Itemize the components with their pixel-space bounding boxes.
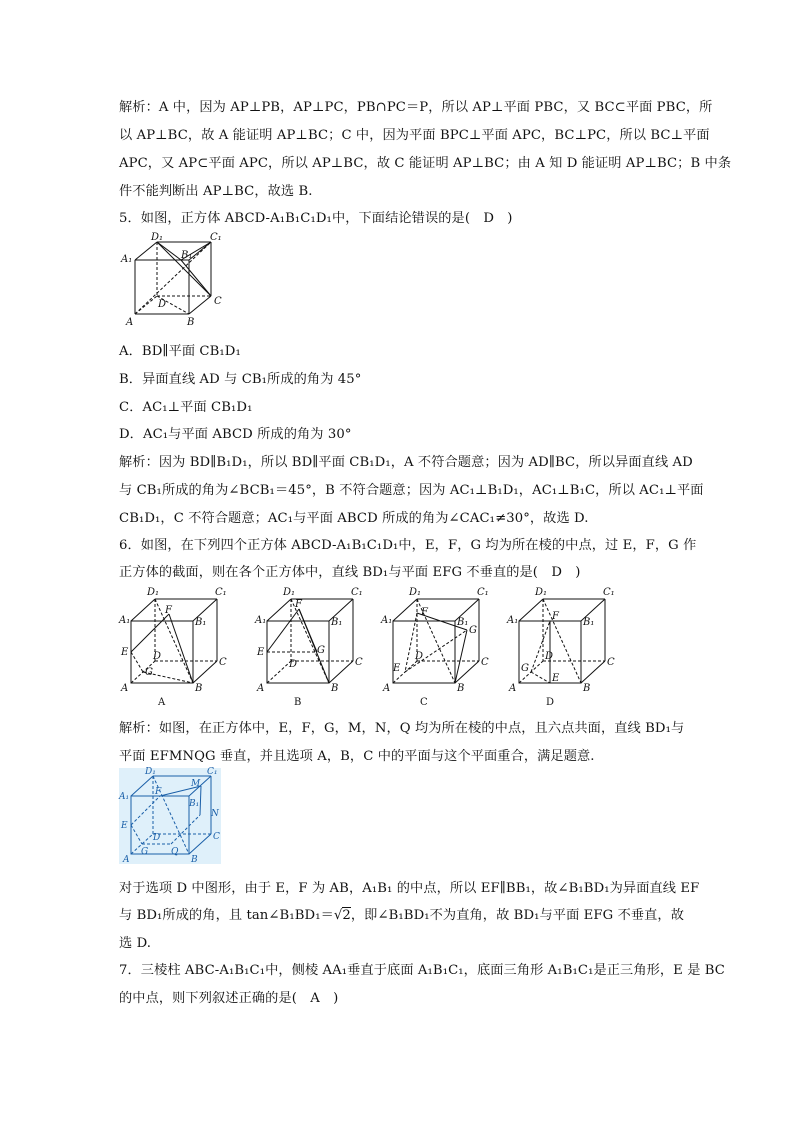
q6-stem-line-2: 正方体的截面，则在各个正方体中，直线 BD₁与平面 EFG 不垂直的是( D ) [119,565,581,580]
svg-text:E: E [393,663,401,674]
q5-analysis-line-3: CB₁D₁，C 不符合题意；AC₁与平面 ABCD 所成的角为∠CAC₁≠30°，故选 D. [119,511,589,526]
svg-text:D: D [153,651,162,662]
q5-label-a: A [126,317,134,328]
analysis-line-4: 件不能判断出 AP⊥BC，故选 B. [119,184,313,199]
q5-label-c: C [214,296,222,307]
svg-text:F: F [295,599,302,610]
q6-figure-d [506,587,615,707]
q5-stem: 5．如图，正方体 ABCD-A₁B₁C₁D₁中，下面结论错误的是( D ) [119,211,513,226]
q7-stem-line-1: 7．三棱柱 ABC-A₁B₁C₁中，侧棱 AA₁垂直于底面 A₁B₁C₁，底面三角形 A₁B₁C₁是正三角形，E 是 BC [119,963,726,978]
q6-solution-figure [115,766,225,866]
sqrt-radicand: 2 [342,908,351,923]
q6-caption-b: B [294,697,302,707]
svg-text:A: A [383,683,391,694]
q5-label-b1: B₁ [181,250,193,261]
blue-label-a: A [123,855,130,865]
svg-text:A: A [121,683,129,694]
svg-text:C₁: C₁ [351,587,363,598]
svg-text:A₁: A₁ [255,615,267,626]
svg-text:A₁: A₁ [381,615,393,626]
q6-analysis-line-3: 对于选项 D 中图形，由于 E，F 为 AB，A₁B₁ 的中点，所以 EF∥BB₁，故∠B₁BD₁为异面直线 EF [119,881,700,896]
q5-label-b: B [187,317,195,328]
q5-label-d1: D₁ [151,232,164,243]
blue-label-g: G [141,847,149,857]
svg-text:D₁: D₁ [535,587,548,598]
analysis-line-3: APC，又 AP⊂平面 APC，所以 AP⊥BC，故 C 能证明 AP⊥BC；由 A 知 D 能证明 AP⊥BC；B 中条 [119,156,732,171]
svg-text:E: E [552,673,560,684]
q6-figure-c [380,587,489,707]
q6-analysis-line-4-post: ，即∠B₁BD₁不为直角，故 BD₁与平面 EFG 不垂直，故 [350,908,685,923]
q6-analysis-line-2: 平面 EFMNQG 垂直，并且选项 A，B，C 中的平面与这个平面重合，满足题意. [119,749,595,764]
svg-text:A₁: A₁ [507,615,519,626]
q6-caption-c: C [420,697,428,707]
svg-text:E: E [257,647,265,658]
svg-text:C: C [607,657,615,668]
blue-label-b1: B₁ [189,799,200,809]
svg-text:G: G [145,667,153,678]
svg-text:G: G [317,645,325,656]
svg-text:B₁: B₁ [195,617,207,628]
svg-text:B: B [195,683,203,694]
sqrt-symbol: √ [333,908,343,923]
svg-text:F: F [165,605,172,616]
blue-label-d1: D₁ [145,767,156,777]
blue-label-m: M [191,779,201,789]
analysis-line-2: 以 AP⊥BC，故 A 能证明 AP⊥BC；C 中，因为平面 BPC⊥平面 APC，BC⊥PC，所以 BC⊥平面 [119,128,710,143]
svg-text:G: G [521,663,529,674]
svg-text:C: C [219,657,227,668]
q6-analysis-line-1: 解析：如图，在正方体中，E，F，G，M，N，Q 均为所在棱的中点，且六点共面，直线 BD₁与 [119,721,685,736]
q5-label-d: D [158,299,167,310]
analysis-line-1: 解析：A 中，因为 AP⊥PB，AP⊥PC，PB∩PC＝P，所以 AP⊥平面 PBC，又 BC⊂平面 PBC，所 [119,100,713,115]
q5-cube-figure [115,230,230,330]
svg-text:A₁: A₁ [119,615,131,626]
q5-option-d: D．AC₁与平面 ABCD 所成的角为 30° [119,427,352,442]
svg-text:B: B [331,683,339,694]
svg-text:D: D [545,651,554,662]
q5-label-c1: C₁ [210,232,222,243]
blue-label-q: Q [171,847,179,857]
q5-label-a1: A₁ [121,254,133,265]
q5-option-c: C．AC₁⊥平面 CB₁D₁ [119,400,253,415]
svg-text:C: C [355,657,363,668]
svg-text:D₁: D₁ [409,587,422,598]
svg-text:B: B [457,683,465,694]
q5-analysis-line-2: 与 CB₁所成的角为∠BCB₁＝45°，B 不符合题意；因为 AC₁⊥B₁D₁，AC₁⊥B₁C，所以 AC₁⊥平面 [119,483,704,498]
svg-text:C₁: C₁ [603,587,615,598]
svg-text:E: E [121,647,129,658]
svg-text:C₁: C₁ [215,587,227,598]
q6-caption-a: A [158,697,166,707]
blue-label-c1: C₁ [207,767,218,777]
svg-text:B₁: B₁ [457,617,469,628]
q5-analysis-line-1: 解析：因为 BD∥B₁D₁，所以 BD∥平面 CB₁D₁，A 不符合题意；因为 AD∥BC，所以异面直线 AD [119,455,693,470]
q5-option-a: A．BD∥平面 CB₁D₁ [119,344,241,359]
svg-text:F: F [421,607,428,618]
q6-caption-d: D [546,697,555,707]
svg-text:C: C [481,657,489,668]
svg-text:D₁: D₁ [147,587,160,598]
sqrt-expression [334,908,351,923]
q6-analysis-line-4 [119,904,684,923]
svg-text:A: A [257,683,265,694]
svg-text:A: A [509,683,517,694]
q6-stem-line-1: 6．如图，在下列四个正方体 ABCD-A₁B₁C₁D₁中，E，F，G 均为所在棱的中点，过 E，F，G 作 [119,538,697,553]
blue-label-c: C [213,832,220,842]
q6-cube-figures [115,585,675,707]
svg-text:F: F [552,611,559,622]
q5-option-b: B．异面直线 AD 与 CB₁所成的角为 45° [119,372,362,387]
svg-text:D₁: D₁ [283,587,296,598]
svg-text:G: G [469,625,477,636]
q6-analysis-line-5: 选 D. [119,936,152,951]
svg-text:B₁: B₁ [583,617,595,628]
q6-figure-b [254,587,363,707]
svg-text:D: D [289,659,298,670]
blue-label-d: D [153,833,161,843]
q6-figure-a [118,587,227,707]
blue-label-n: N [211,809,219,819]
blue-label-a1: A₁ [119,792,130,802]
svg-text:B₁: B₁ [331,617,343,628]
blue-label-f: F [155,787,162,797]
svg-text:B: B [583,683,591,694]
blue-label-e: E [121,821,128,831]
q6-analysis-line-4-pre: 与 BD₁所成的角，且 tan∠B₁BD₁＝ [119,908,334,923]
svg-text:C₁: C₁ [477,587,489,598]
svg-text:D: D [415,651,424,662]
q7-stem-line-2: 的中点，则下列叙述正确的是( A ) [119,991,339,1006]
blue-label-b: B [191,855,198,865]
